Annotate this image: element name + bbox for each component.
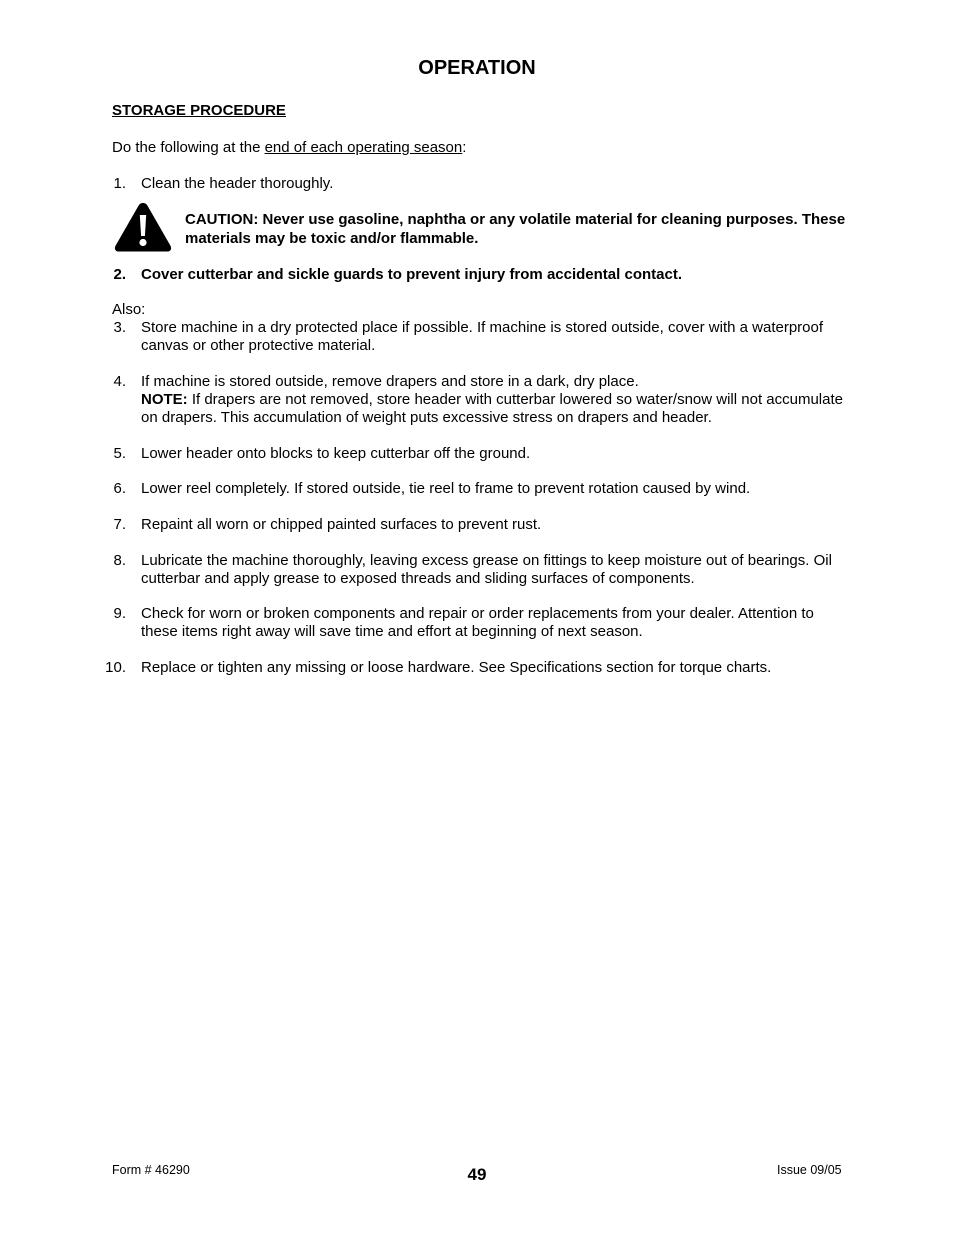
list-text: Store machine in a dry protected place if possible. If machine is stored outside, cover with a waterproof canvas or other protective material. (141, 319, 824, 354)
list-text: Lubricate the machine thoroughly, leaving excess grease on fittings to keep moisture out of bearings. Oil cutterbar and apply grease to exposed threads and sliding surfaces of components. (141, 552, 832, 587)
list-number: 8. (113, 552, 126, 569)
list-number: 10. (105, 659, 126, 676)
list-number: 7. (113, 516, 126, 533)
warning-triangle-icon (113, 200, 173, 254)
list-text: Cover cutterbar and sickle guards to prevent injury from accidental contact. (141, 266, 682, 283)
list-text: Replace or tighten any missing or loose hardware. See Specifications section for torque charts. (141, 659, 772, 676)
list-body (141, 373, 844, 427)
list-number: 3. (113, 319, 126, 336)
list-number: 6. (113, 480, 126, 497)
intro-before: Do the following at the (112, 139, 265, 156)
list-text: Clean the header thoroughly. (141, 175, 334, 192)
footer-issue-date: Issue 09/05 (777, 1163, 842, 1177)
list-number: 1. (113, 175, 126, 192)
note-paragraph (141, 391, 844, 427)
list-number: 9. (113, 605, 126, 622)
list-text: Check for worn or broken components and repair or order replacements from your dealer. Attention to these items right away will save time and effort at beginning of next season. (141, 605, 814, 640)
intro-underlined: end of each operating season (264, 139, 463, 156)
intro-after: : (462, 139, 467, 156)
intro-paragraph (112, 139, 466, 157)
list-number: 4. (113, 373, 126, 390)
caution-text: CAUTION: Never use gasoline, naphtha or any volatile material for cleaning purposes. These materials may be toxic and/or flammable. (185, 211, 846, 247)
page-title: OPERATION (418, 57, 536, 79)
note-label: NOTE: (141, 391, 188, 408)
also-label: Also: (112, 301, 146, 318)
list-text: Repaint all worn or chipped painted surfaces to prevent rust. (141, 516, 542, 533)
list-text: Lower reel completely. If stored outside, tie reel to frame to prevent rotation caused by wind. (141, 480, 751, 497)
list-number: 5. (113, 445, 126, 462)
footer-page-number: 49 (467, 1165, 487, 1184)
list-text: Lower header onto blocks to keep cutterbar off the ground. (141, 445, 531, 462)
list-number: 2. (113, 266, 126, 283)
section-heading: STORAGE PROCEDURE (112, 102, 286, 119)
list-text: If machine is stored outside, remove drapers and store in a dark, dry place. (141, 373, 639, 390)
footer-form-number: Form # 46290 (112, 1163, 190, 1177)
note-text: If drapers are not removed, store header with cutterbar lowered so water/snow will not accumulate on drapers. This accumulation of weight puts excessive stress on drapers and header. (141, 391, 843, 426)
